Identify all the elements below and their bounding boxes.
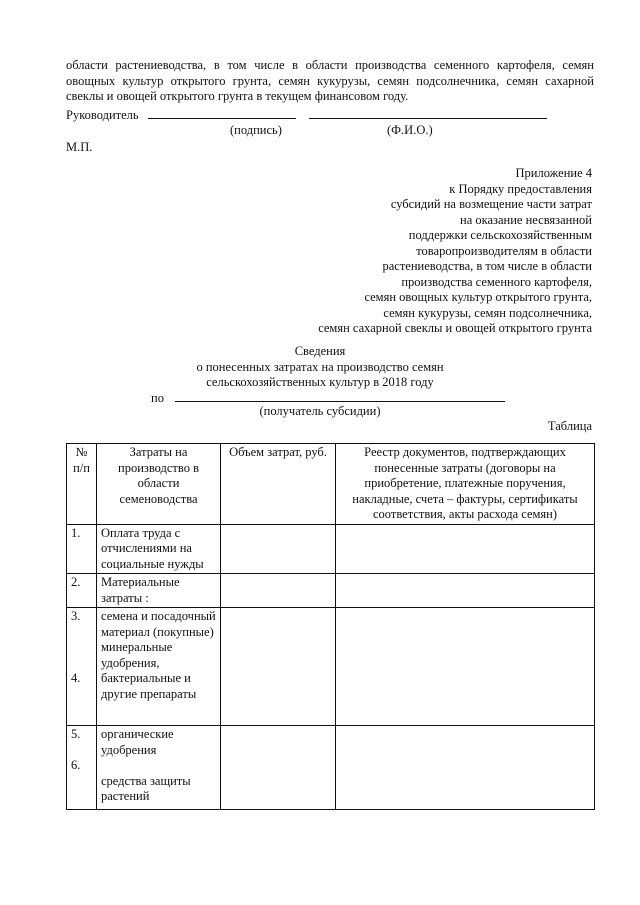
header-amount: Объем затрат, руб. xyxy=(221,444,336,525)
heading-line: о понесенных затратах на производство семян xyxy=(196,359,444,374)
document-heading xyxy=(0,344,640,391)
header-num: № п/п xyxy=(67,444,97,525)
appendix-line: субсидий на возмещение части затрат xyxy=(390,197,592,211)
signature-caption: (подпись) xyxy=(230,123,282,137)
row-num: 5. xyxy=(71,727,81,741)
appendix-line: растениеводства, в том числе в области xyxy=(382,259,592,273)
row-cost: Оплата труда с отчислениями на социальные нужды xyxy=(97,524,221,574)
row-num: 4. xyxy=(71,671,81,685)
row-cost-cell xyxy=(97,608,221,726)
row-num: 1. xyxy=(67,524,97,574)
appendix-block xyxy=(262,166,592,337)
name-caption: (Ф.И.О.) xyxy=(387,123,433,137)
row-amount-cell[interactable] xyxy=(221,574,336,608)
table-row xyxy=(67,524,595,574)
row-num: 3. xyxy=(71,609,81,623)
row-cost: органические удобрения xyxy=(101,727,174,757)
expenses-table xyxy=(66,443,595,810)
head-label: Руководитель xyxy=(66,108,139,122)
appendix-line: семян кукурузы, семян подсолнечника, xyxy=(383,305,592,320)
recipient-prefix: по xyxy=(151,391,164,405)
row-cost-cell xyxy=(97,726,221,810)
appendix-line: Приложение 4 xyxy=(515,166,592,180)
row-num: 6. xyxy=(71,758,81,772)
row-amount-cell[interactable] xyxy=(221,726,336,810)
row-cost: семена и посадочный материал (покупные) xyxy=(101,609,216,639)
stamp-place: М.П. xyxy=(66,140,93,154)
table-header-row xyxy=(67,444,595,525)
table-label: Таблица xyxy=(547,419,592,433)
signature-line xyxy=(148,106,296,119)
row-num-cell xyxy=(67,608,97,726)
appendix-line: на оказание несвязанной xyxy=(460,212,592,227)
appendix-line: семян овощных культур открытого грунта, xyxy=(364,290,592,304)
row-registry-cell[interactable] xyxy=(336,524,595,574)
row-registry-cell[interactable] xyxy=(336,574,595,608)
appendix-line: поддержки сельскохозяйственным xyxy=(408,228,592,242)
row-cost: средства защиты растений xyxy=(101,773,191,803)
row-cost: минеральные удобрения, бактериальные и другие препараты xyxy=(101,640,197,701)
appendix-line: товаропроизводителям в области xyxy=(416,243,592,258)
intro-paragraph: области растениеводства, в том числе в области производства семенного картофеля, семян овощных культур открытого грунта, семян кукурузы, семян подсолнечника, семян сахарной свеклы и овощей открытого грунта в текущем финансовом году. xyxy=(66,58,594,103)
heading-title: Сведения xyxy=(294,344,346,358)
recipient-caption: (получатель субсидии) xyxy=(259,404,381,418)
row-registry-cell[interactable] xyxy=(336,726,595,810)
row-amount-cell[interactable] xyxy=(221,524,336,574)
header-cost: Затраты на производство в области семеноводства xyxy=(97,444,221,525)
appendix-line: производства семенного картофеля, xyxy=(401,274,592,289)
row-amount-cell[interactable] xyxy=(221,608,336,726)
recipient-line xyxy=(175,389,505,402)
appendix-line: семян сахарной свеклы и овощей открытого грунта xyxy=(318,321,592,335)
appendix-line: к Порядку предоставления xyxy=(449,181,592,196)
table-row xyxy=(67,608,595,726)
table-row xyxy=(67,574,595,608)
header-registry: Реестр документов, подтверждающих понесенные затраты (договоры на приобретение, платежные поручения, накладные, счета – фактуры, сертификаты соответствия, акты расхода семян) xyxy=(336,444,595,525)
row-registry-cell[interactable] xyxy=(336,608,595,726)
table-row xyxy=(67,726,595,810)
heading-line: сельскохозяйственных культур в 2018 году xyxy=(206,375,434,389)
row-num-cell xyxy=(67,726,97,810)
signature-row xyxy=(66,106,547,124)
name-line xyxy=(309,106,547,119)
row-cost: Материальные затраты : xyxy=(97,574,221,608)
row-num: 2. xyxy=(67,574,97,608)
